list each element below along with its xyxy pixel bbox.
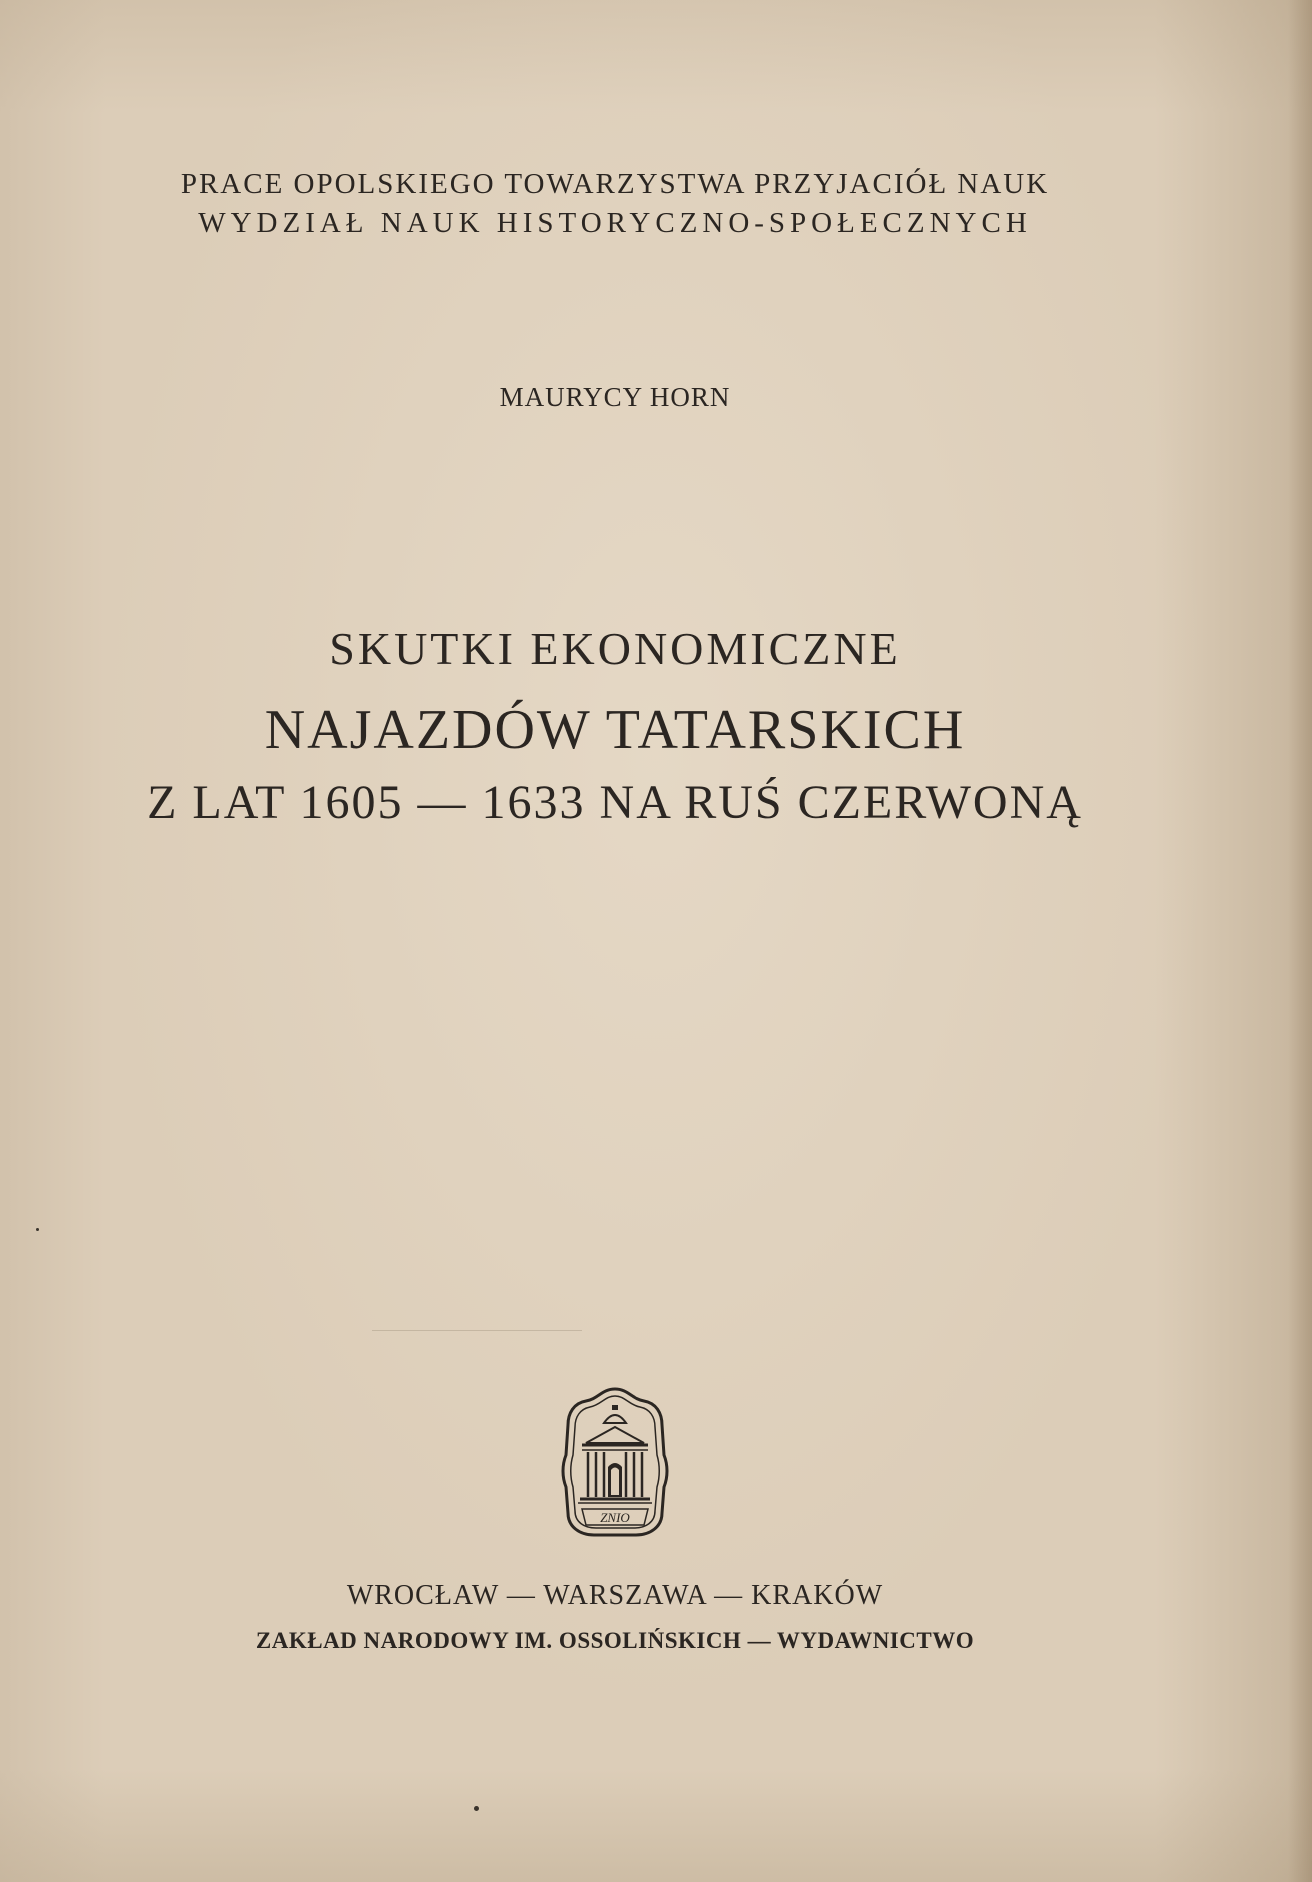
series-subtitle: WYDZIAŁ NAUK HISTORYCZNO-SPOŁECZNYCH <box>198 207 1032 239</box>
publisher-name: ZAKŁAD NARODOWY IM. OSSOLIŃSKICH — WYDAWNICTWO <box>255 1628 975 1653</box>
series-title: PRACE OPOLSKIEGO TOWARZYSTWA PRZYJACIÓŁ NAUK <box>180 168 1050 200</box>
publication-places: WROCŁAW — WARSZAWA — KRAKÓW <box>346 1580 884 1611</box>
faint-rule <box>372 1330 582 1331</box>
page-edge-shadow <box>1288 0 1312 1882</box>
book-title-line-1: SKUTKI EKONOMICZNE <box>329 623 901 674</box>
paper-speck <box>36 1228 39 1231</box>
paper-speck <box>474 1806 479 1811</box>
book-title-line-2: NAJAZDÓW TATARSKICH <box>264 699 966 761</box>
ossolineum-emblem-icon <box>558 1385 672 1543</box>
author-name: MAURYCY HORN <box>499 382 731 412</box>
book-title-line-3: Z LAT 1605 — 1633 NA RUŚ CZERWONĄ <box>147 776 1083 829</box>
svg-text:ZNIO: ZNIO <box>600 1510 630 1525</box>
